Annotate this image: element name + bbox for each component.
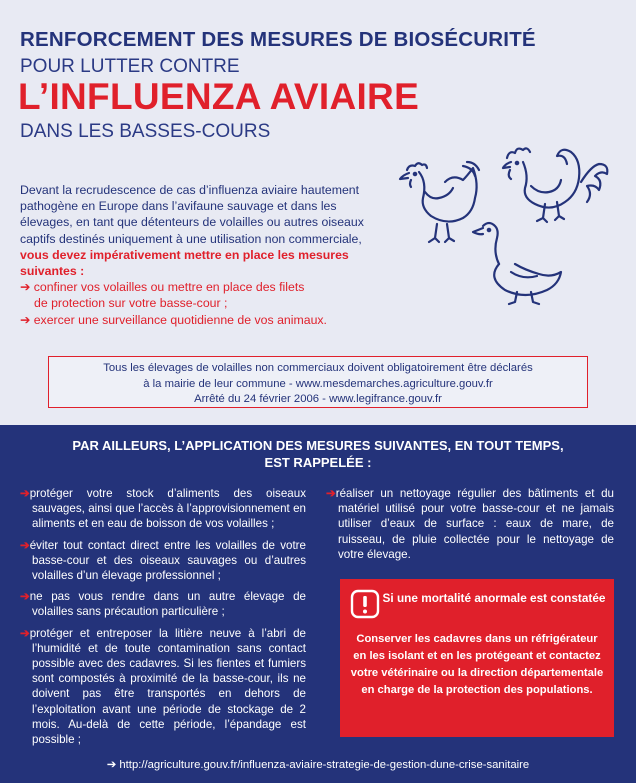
exclamation-icon [350, 589, 380, 619]
title-line-1: RENFORCEMENT DES MESURES DE BIOSÉCURITÉ [20, 28, 536, 51]
intro-paragraph [20, 182, 380, 328]
rule-text: réaliser un nettoyage régulier des bâtiments et du matériel utilisé pour votre basse-cour et ne jamais utiliser d’eaux de surface : eaux de mare, de ruisseau, de pluie collectée pour le nettoyage de votre élevage. [335, 487, 614, 561]
rules-heading [0, 437, 636, 471]
title-main: L’INFLUENZA AVIAIRE [18, 76, 420, 117]
arrow-icon: ➔ [20, 590, 30, 604]
rule-item [20, 486, 306, 532]
rule-item [326, 486, 614, 562]
arrow-icon: ➔ [20, 626, 30, 640]
rule-item [20, 589, 306, 619]
alert-body: Conserver les cadavres dans un réfrigérateur en les isolant et en les protégeant et contactez votre vétérinaire ou la direction départementale en charge de la protection des populations. [350, 633, 604, 696]
intro-item-1-cont: de protection sur votre basse-cour ; [34, 296, 228, 311]
title-line-4: DANS LES BASSES-COURS [20, 121, 271, 142]
rule-text: éviter tout contact direct entre les volailles de votre basse-cour et des oiseaux sauvages ou d’autres volailles d’un élevage professionnel ; [29, 538, 306, 583]
intro-item-1: ➔ confiner vos volailles ou mettre en place des filets [20, 280, 305, 295]
rule-text: protéger votre stock d’aliments des oiseaux sauvages, ainsi que l’accès à l’approvisionnement en aliments et en eau de boisson de vos volailles ; [29, 487, 306, 531]
alert-title: Si une mortalité anormale est constatée [382, 591, 606, 605]
rule-text: ne pas vous rendre dans un autre élevage de volailles sans précaution particulière ; [29, 590, 306, 619]
intro-emphasis: vous devez impérativement mettre en place les mesures suivantes [20, 247, 349, 279]
footer-link[interactable]: ➔ http://agriculture.gouv.fr/influenza-aviaire-strategie-de-gestion-dune-crise-sanitaire [106, 759, 530, 771]
rule-item [20, 538, 306, 584]
notice-line-3: Arrêté du 24 février 2006 - www.legifrance.gouv.fr [194, 393, 442, 405]
arrow-icon: ➔ [20, 538, 30, 552]
arrow-icon: ➔ [20, 487, 30, 500]
intro-text: Devant la recrudescence de cas d’influenza aviaire hautement pathogène en Europe dans l’avifaune sauvage et dans les élevages, en tant que détenteurs de volailles ou autres oiseaux captifs destinés uniquement à une utilisation non commerciale, [20, 183, 364, 246]
rules-section [0, 425, 636, 783]
duck-icon [473, 223, 561, 304]
intro-item-2: ➔ exercer une surveillance quotidienne de vos animaux. [20, 312, 327, 327]
notice-line-2: à la mairie de leur commune - www.mesdemarches.agriculture.gouv.fr [143, 377, 493, 390]
arrow-icon: ➔ [326, 487, 336, 500]
rules-right-column [326, 486, 614, 568]
declaration-notice [48, 356, 588, 408]
rooster-icon [503, 148, 607, 222]
title-line-2: POUR LUTTER CONTRE [20, 56, 240, 77]
notice-line-1: Tous les élevages de volailles non commerciaux doivent obligatoirement être déclarés [103, 362, 533, 374]
poultry-illustration [385, 140, 625, 310]
rule-text: protéger et entreposer la litière neuve à l’abri de l’humidité et de toute contamination sans contact possible avec des cadavres. Si les fientes et fumiers sont compostés à proximité de la basse-cour, ils ne doivent pas être transportés en dehors de l’exploitation avant une période de stockage de 2 mois. Au-delà de cette période, l’épandage est possible ; [29, 626, 306, 747]
mortality-alert-box [340, 579, 614, 737]
rules-heading-line-2: EST RAPPELÉE : [264, 455, 372, 470]
intro-colon: : [76, 264, 85, 279]
rules-heading-line-1: PAR AILLEURS, L’APPLICATION DES MESURES SUIVANTES, EN TOUT TEMPS, [72, 438, 564, 453]
rule-item [20, 626, 306, 748]
rules-left-column [20, 486, 306, 753]
hen-icon [400, 162, 479, 242]
